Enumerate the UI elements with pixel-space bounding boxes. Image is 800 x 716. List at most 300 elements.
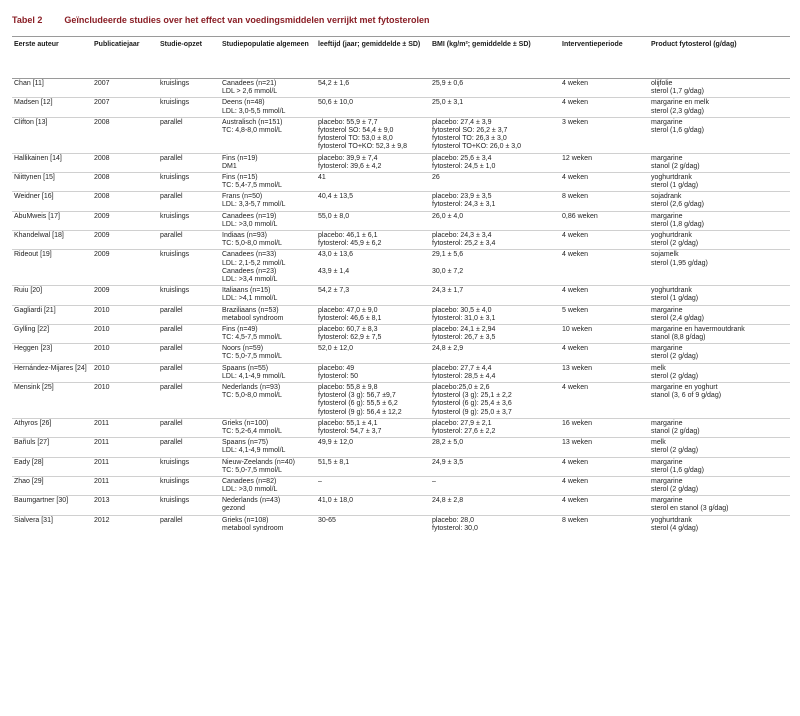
- cell-bmi: [430, 515, 560, 534]
- cell-bmi-line: 28,2 ± 5,0: [432, 439, 464, 447]
- cell-population-line: LDL: 3,3-5,7 mmol/L: [222, 201, 286, 209]
- cell-period: 4 weken: [560, 457, 649, 476]
- cell-population-line: Frans (n=50): [222, 193, 263, 201]
- table-row: [12, 515, 790, 534]
- cell-period: 8 weken: [560, 192, 649, 211]
- cell-author: Zhao [29]: [12, 476, 92, 495]
- col-header-design: Studie-opzet: [158, 40, 220, 79]
- cell-product: [649, 79, 790, 98]
- table-title: Geïncludeerde studies over het effect van voedingsmiddelen verrijkt met fytosterolen: [64, 15, 430, 25]
- cell-age-line: fytosterol: 54,7 ± 3,7: [318, 427, 382, 435]
- cell-age-line: placebo: 55,9 ± 7,7: [318, 118, 378, 126]
- cell-population: [220, 344, 316, 363]
- cell-product: [649, 383, 790, 419]
- cell-population: [220, 250, 316, 286]
- cell-product-line: sterol (2 g/dag): [651, 447, 699, 455]
- table-row: [12, 305, 790, 324]
- cell-product-line: sterol (4 g/dag): [651, 524, 699, 532]
- cell-bmi-line: fytosterol SO: 26,2 ± 3,7: [432, 126, 508, 134]
- cell-population-line: TC: 5,2-6,4 mmol/L: [222, 427, 282, 435]
- cell-product: [649, 172, 790, 191]
- cell-age: [316, 418, 430, 437]
- table-row: [12, 250, 790, 286]
- cell-year: 2013: [92, 496, 158, 515]
- cell-population: [220, 98, 316, 117]
- cell-period: 13 weken: [560, 363, 649, 382]
- cell-population: [220, 515, 316, 534]
- cell-product-line: stanol (2 g/dag): [651, 162, 700, 170]
- cell-product-line: margarine: [651, 345, 683, 353]
- cell-population-line: metabool syndroom: [222, 314, 284, 322]
- cell-period: 4 weken: [560, 383, 649, 419]
- cell-period: 5 weken: [560, 305, 649, 324]
- cell-product-line: sterol (1,95 g/dag): [651, 259, 708, 267]
- cell-age-line: fytosterol SO: 54,4 ± 9,0: [318, 126, 394, 134]
- cell-bmi: [430, 172, 560, 191]
- cell-bmi: [430, 153, 560, 172]
- cell-population-line: gezond: [222, 505, 245, 513]
- cell-age-line: fytosterol TO: 53,0 ± 8,0: [318, 135, 393, 143]
- cell-product-line: margarine: [651, 306, 683, 314]
- cell-design: kruislings: [158, 211, 220, 230]
- table-row: [12, 211, 790, 230]
- cell-product: [649, 457, 790, 476]
- cell-product-line: sterol (1,7 g/dag): [651, 88, 704, 96]
- cell-year: 2010: [92, 344, 158, 363]
- cell-period: 10 weken: [560, 324, 649, 343]
- cell-product-line: sterol (1,8 g/dag): [651, 220, 704, 228]
- cell-bmi-line: placebo: 30,5 ± 4,0: [432, 306, 492, 314]
- cell-bmi-line: fytosterol: 31,0 ± 3,1: [432, 314, 496, 322]
- cell-product-line: sterol (2,3 g/dag): [651, 107, 704, 115]
- cell-product-line: sterol (1,6 g/dag): [651, 126, 704, 134]
- cell-age: [316, 383, 430, 419]
- cell-period: 16 weken: [560, 418, 649, 437]
- cell-product-line: sojadrank: [651, 193, 682, 201]
- col-header-population: Studiepopulatie algemeen: [220, 40, 316, 79]
- cell-author: Madsen [12]: [12, 98, 92, 117]
- cell-product-line: margarine en melk: [651, 99, 709, 107]
- cell-population-line: TC: 5,0-8,0 mmol/L: [222, 240, 282, 248]
- cell-product-line: sterol (2,4 g/dag): [651, 314, 704, 322]
- cell-design: parallel: [158, 153, 220, 172]
- cell-author: Athyros [26]: [12, 418, 92, 437]
- cell-population-line: LDL: 4,1-4,9 mmol/L: [222, 372, 286, 380]
- cell-author: Gylling [22]: [12, 324, 92, 343]
- cell-bmi: [430, 98, 560, 117]
- cell-bmi-line: placebo: 27,7 ± 4,4: [432, 364, 492, 372]
- cell-bmi-line: placebo: 24,3 ± 3,4: [432, 232, 492, 239]
- cell-age: [316, 438, 430, 457]
- cell-age-line: fytosterol (6 g): 55,5 ± 6,2: [318, 400, 398, 408]
- cell-bmi-line: fytosterol: 24,3 ± 3,1: [432, 201, 496, 209]
- cell-product: [649, 153, 790, 172]
- cell-age-line: fytosterol (9 g): 56,4 ± 12,2: [318, 408, 402, 416]
- cell-author: Sialvera [31]: [14, 516, 53, 524]
- cell-bmi-line: fytosterol: 25,2 ± 3,4: [432, 240, 496, 248]
- cell-period: 13 weken: [560, 438, 649, 457]
- col-header-bmi: BMI (kg/m²; gemiddelde ± SD): [430, 40, 560, 79]
- cell-population-line: Australisch (n=151): [222, 118, 283, 126]
- cell-period: 4 weken: [560, 98, 649, 117]
- cell-author: Eady [28]: [12, 457, 92, 476]
- cell-age-line: 40,4 ± 13,5: [318, 193, 353, 201]
- cell-product: [649, 418, 790, 437]
- cell-period: 4 weken: [560, 79, 649, 98]
- cell-age: [316, 153, 430, 172]
- cell-population: [220, 211, 316, 230]
- cell-bmi-line: fytosterol: 26,7 ± 3,5: [432, 334, 496, 342]
- table-row: [12, 153, 790, 172]
- cell-age: [316, 79, 430, 98]
- cell-author: Bañuls [27]: [12, 438, 92, 457]
- cell-bmi-line: fytosterol (9 g): 25,0 ± 3,7: [432, 408, 512, 416]
- cell-age: [316, 344, 430, 363]
- cell-author: Khandelwal [18]: [12, 231, 92, 250]
- cell-author: Clifton [13]: [12, 117, 92, 153]
- cell-population-line: Canadees (n=23): [222, 267, 277, 275]
- cell-population-line: Nederlands (n=93): [222, 384, 281, 391]
- table-label: Tabel 2: [12, 15, 43, 25]
- cell-bmi: [430, 457, 560, 476]
- cell-age-line: fytosterol: 50: [318, 372, 359, 380]
- cell-year: 2012: [94, 516, 110, 524]
- cell-product-line: margarine: [651, 212, 683, 220]
- cell-product: [649, 250, 790, 286]
- cell-population-line: Spaans (n=75): [222, 439, 269, 447]
- table-row: [12, 79, 790, 98]
- cell-age: [316, 192, 430, 211]
- cell-design: kruislings: [158, 476, 220, 495]
- cell-product: [649, 231, 790, 250]
- cell-age-line: 41: [318, 173, 326, 181]
- cell-population-line: TC: 5,0-7,5 mmol/L: [222, 353, 282, 361]
- cell-age-line: 52,0 ± 12,0: [318, 345, 353, 353]
- cell-year: 2011: [92, 418, 158, 437]
- cell-design: parallel: [158, 192, 220, 211]
- cell-age-line: placebo: 46,1 ± 6,1: [318, 232, 378, 239]
- cell-bmi: [430, 418, 560, 437]
- cell-design: kruislings: [158, 496, 220, 515]
- cell-age-line: placebo: 39,9 ± 7,4: [318, 154, 378, 162]
- cell-age-line: placebo: 49: [318, 364, 355, 372]
- cell-population-line: TC: 5,4-7,5 mmol/L: [222, 182, 282, 190]
- cell-bmi-line: 24,3 ± 1,7: [432, 287, 464, 295]
- cell-bmi-line: 24,9 ± 3,5: [432, 458, 464, 466]
- cell-product: [649, 305, 790, 324]
- cell-bmi: [430, 476, 560, 495]
- cell-product-line: sterol (1 g/dag): [651, 182, 699, 190]
- cell-age: [316, 457, 430, 476]
- cell-population: [220, 457, 316, 476]
- cell-age-line: 41,0 ± 18,0: [318, 497, 353, 505]
- cell-product-line: margarine: [651, 458, 683, 466]
- cell-age: [316, 305, 430, 324]
- table-row: [12, 438, 790, 457]
- cell-age-line: 30-65: [318, 516, 336, 524]
- cell-age-line: [318, 260, 428, 268]
- cell-age-line: placebo: 60,7 ± 8,3: [318, 325, 378, 333]
- cell-author: Weidner [16]: [12, 192, 92, 211]
- table-row: [12, 286, 790, 305]
- table-row: [12, 172, 790, 191]
- cell-bmi-line: placebo:25,0 ± 2,6: [432, 384, 490, 391]
- col-header-age: leeftijd (jaar; gemiddelde ± SD): [316, 40, 430, 79]
- cell-period: 4 weken: [560, 476, 649, 495]
- cell-author: Ruiu [20]: [12, 286, 92, 305]
- cell-design: parallel: [158, 231, 220, 250]
- cell-author: Niittynen [15]: [12, 172, 92, 191]
- cell-age-line: 43,0 ± 13,6: [318, 251, 353, 259]
- cell-year: 2011: [92, 457, 158, 476]
- cell-design: parallel: [158, 344, 220, 363]
- cell-population-line: Fins (n=15): [222, 173, 258, 181]
- cell-age: [316, 515, 430, 534]
- cell-bmi: [430, 305, 560, 324]
- cell-author: Hallikainen [14]: [12, 153, 92, 172]
- table-body: [12, 79, 790, 535]
- cell-bmi-line: fytosterol TO: 26,3 ± 3,0: [432, 135, 507, 143]
- cell-product: [649, 515, 790, 534]
- cell-age-line: 51,5 ± 8,1: [318, 458, 350, 466]
- table-header-row: [12, 40, 790, 79]
- cell-design: kruislings: [158, 250, 220, 286]
- cell-age-line: fytosterol: 45,9 ± 6,2: [318, 240, 382, 248]
- cell-year: 2008: [92, 192, 158, 211]
- cell-year: 2008: [92, 172, 158, 191]
- cell-year: 2010: [92, 383, 158, 419]
- header-rule: [12, 36, 790, 37]
- cell-product-line: yoghurtdrank: [651, 173, 692, 181]
- cell-author: Baumgartner [30]: [12, 496, 92, 515]
- cell-bmi-line: fytosterol: 28,5 ± 4,4: [432, 372, 496, 380]
- cell-bmi-line: fytosterol: 27,6 ± 2,2: [432, 427, 496, 435]
- cell-product-line: margarine: [651, 154, 683, 162]
- cell-bmi-line: 29,1 ± 5,6: [432, 251, 464, 259]
- cell-bmi-line: placebo: 25,6 ± 3,4: [432, 154, 492, 162]
- cell-population-line: DM1: [222, 162, 237, 170]
- cell-population-line: Canadees (n=33): [222, 251, 277, 259]
- cell-bmi-line: placebo: 24,1 ± 2,94: [432, 325, 496, 333]
- cell-population-line: Deens (n=48): [222, 99, 265, 107]
- cell-bmi: [430, 344, 560, 363]
- cell-bmi-line: placebo: 27,9 ± 2,1: [432, 419, 492, 427]
- cell-population-line: Fins (n=49): [222, 325, 258, 333]
- cell-product-line: sterol (2 g/dag): [651, 353, 699, 361]
- cell-bmi-line: 26,0 ± 4,0: [432, 212, 464, 220]
- cell-product-line: sterol (2 g/dag): [651, 372, 699, 380]
- cell-bmi-line: fytosterol: 24,5 ± 1,0: [432, 162, 496, 170]
- cell-population-line: metabool syndroom: [222, 524, 284, 532]
- cell-age-line: 54,2 ± 7,3: [318, 287, 350, 295]
- cell-period: 12 weken: [560, 153, 649, 172]
- cell-period: 0,86 weken: [560, 211, 649, 230]
- cell-bmi: [430, 438, 560, 457]
- cell-bmi-line: 30,0 ± 7,2: [432, 267, 464, 275]
- cell-year: 2011: [92, 476, 158, 495]
- cell-population-line: Grieks (n=108): [222, 516, 269, 524]
- cell-age-line: 43,9 ± 1,4: [318, 267, 350, 275]
- cell-age: [316, 363, 430, 382]
- cell-bmi: [430, 250, 560, 286]
- cell-bmi: [430, 383, 560, 419]
- cell-bmi-line: 25,0 ± 3,1: [432, 99, 464, 107]
- cell-product-line: stanol (8,8 g/dag): [651, 334, 706, 342]
- cell-product-line: olijfolie: [651, 80, 673, 87]
- cell-bmi: [430, 211, 560, 230]
- cell-age: [316, 286, 430, 305]
- cell-population: [220, 305, 316, 324]
- cell-product-line: sterol (2,6 g/dag): [651, 201, 704, 209]
- table-row: [12, 457, 790, 476]
- cell-design: kruislings: [158, 172, 220, 191]
- cell-product-line: margarine: [651, 118, 683, 126]
- cell-design: parallel: [158, 117, 220, 153]
- table-row: [12, 231, 790, 250]
- cell-design: parallel: [158, 363, 220, 382]
- cell-population-line: LDL: >4,1 mmol/L: [222, 295, 278, 303]
- cell-author: Heggen [23]: [12, 344, 92, 363]
- cell-product-line: melk: [651, 439, 666, 447]
- cell-design: parallel: [160, 516, 183, 524]
- cell-product-line: margarine: [651, 419, 683, 427]
- cell-product-line: sterol (1,6 g/dag): [651, 466, 704, 474]
- cell-author: Mensink [25]: [12, 383, 92, 419]
- cell-age: [316, 117, 430, 153]
- cell-population: [220, 383, 316, 419]
- table-row: [12, 418, 790, 437]
- cell-product-line: melk: [651, 364, 666, 372]
- cell-year: 2010: [92, 363, 158, 382]
- cell-population-line: LDL: >3,0 mmol/L: [222, 220, 278, 228]
- cell-bmi: [430, 192, 560, 211]
- cell-bmi: [430, 79, 560, 98]
- cell-product-line: yoghurtdrank: [651, 516, 692, 524]
- cell-population: [220, 117, 316, 153]
- cell-product: [649, 192, 790, 211]
- cell-product-line: sterol (1 g/dag): [651, 295, 699, 303]
- cell-population: [220, 192, 316, 211]
- cell-population: [220, 231, 316, 250]
- cell-age-line: fytosterol: 39,6 ± 4,2: [318, 162, 382, 170]
- cell-population-line: Braziliaans (n=53): [222, 306, 279, 314]
- cell-population-line: LDL > 2,6 mmol/L: [222, 88, 278, 96]
- cell-population: [220, 79, 316, 98]
- cell-product-line: sojamelk: [651, 251, 679, 259]
- cell-product-line: yoghurtdrank: [651, 287, 692, 295]
- cell-population-line: Italiaans (n=15): [222, 287, 271, 295]
- cell-product: [649, 98, 790, 117]
- cell-bmi: [430, 363, 560, 382]
- cell-population-line: Spaans (n=55): [222, 364, 269, 372]
- cell-population-line: Nieuw-Zeelands (n=40): [222, 458, 295, 466]
- cell-bmi-line: –: [432, 477, 436, 485]
- cell-age-line: placebo: 55,1 ± 4,1: [318, 419, 378, 427]
- cell-population-line: LDL: 3,0-5,5 mmol/L: [222, 107, 286, 115]
- table-row: [12, 476, 790, 495]
- cell-product-line: margarine: [651, 477, 683, 485]
- cell-design: parallel: [158, 418, 220, 437]
- cell-population: [220, 418, 316, 437]
- cell-population-line: Fins (n=19): [222, 154, 258, 162]
- cell-population-line: Canadees (n=19): [222, 212, 277, 220]
- cell-age-line: 50,6 ± 10,0: [318, 99, 353, 107]
- cell-age-line: placebo: 55,8 ± 9,8: [318, 384, 378, 391]
- cell-year: 2007: [92, 98, 158, 117]
- cell-product-line: yoghurtdrank: [651, 232, 692, 239]
- cell-bmi: [430, 117, 560, 153]
- cell-age: [316, 496, 430, 515]
- cell-product: [649, 496, 790, 515]
- cell-period: 4 weken: [560, 496, 649, 515]
- col-header-period: Interventieperiode: [560, 40, 649, 79]
- cell-bmi: [430, 496, 560, 515]
- cell-year: 2009: [92, 250, 158, 286]
- cell-population-line: Canadees (n=82): [222, 477, 277, 485]
- cell-age: [316, 476, 430, 495]
- cell-bmi-line: placebo: 23,9 ± 3,5: [432, 193, 492, 201]
- cell-age-line: fytosterol (3 g): 56,7 ±9,7: [318, 392, 396, 400]
- col-header-product: Product fytosterol (g/dag): [649, 40, 790, 79]
- cell-year: 2009: [92, 286, 158, 305]
- cell-population: [220, 496, 316, 515]
- cell-year: 2010: [92, 324, 158, 343]
- cell-design: kruislings: [158, 79, 220, 98]
- cell-product: [649, 344, 790, 363]
- cell-age: [316, 211, 430, 230]
- cell-age-line: [318, 276, 428, 284]
- cell-product-line: sterol en stanol (3 g/dag): [651, 505, 729, 513]
- cell-population-line: TC: 4,8-8,0 mmol/L: [222, 126, 282, 134]
- table-row: [12, 324, 790, 343]
- cell-product: [649, 324, 790, 343]
- cell-year: 2009: [92, 231, 158, 250]
- cell-population: [220, 363, 316, 382]
- cell-bmi-line: 24,8 ± 2,9: [432, 345, 464, 353]
- table-row: [12, 383, 790, 419]
- cell-bmi-line: fytosterol: 30,0: [432, 524, 478, 532]
- cell-age-line: 55,0 ± 8,0: [318, 212, 350, 220]
- cell-year: 2008: [92, 117, 158, 153]
- table-row: [12, 363, 790, 382]
- cell-age: [316, 172, 430, 191]
- cell-population: [220, 286, 316, 305]
- cell-population-line: LDL: >3,4 mmol/L: [222, 275, 278, 283]
- cell-age-line: fytosterol TO+KO: 52,3 ± 9,8: [318, 143, 407, 151]
- cell-age: [316, 324, 430, 343]
- cell-bmi-line: placebo: 27,4 ± 3,9: [432, 118, 492, 126]
- cell-population: [220, 172, 316, 191]
- cell-population-line: Noors (n=59): [222, 345, 264, 353]
- cell-population: [220, 324, 316, 343]
- cell-product: [649, 211, 790, 230]
- cell-period: 3 weken: [560, 117, 649, 153]
- cell-author: AbuMweis [17]: [12, 211, 92, 230]
- cell-population-line: TC: 5,0-7,5 mmol/L: [222, 466, 282, 474]
- cell-bmi-line: [432, 276, 558, 284]
- cell-product-line: sterol (2 g/dag): [651, 240, 699, 248]
- cell-design: parallel: [158, 438, 220, 457]
- cell-bmi-line: 26: [432, 173, 440, 181]
- cell-population-line: Indiaas (n=93): [222, 232, 267, 239]
- cell-age-line: fytosterol: 46,6 ± 8,1: [318, 314, 382, 322]
- cell-bmi: [430, 286, 560, 305]
- cell-bmi-line: placebo: 28,0: [432, 516, 475, 524]
- cell-age: [316, 250, 430, 286]
- cell-product: [649, 286, 790, 305]
- cell-design: parallel: [158, 305, 220, 324]
- cell-bmi-line: fytosterol TO+KO: 26,0 ± 3,0: [432, 143, 521, 151]
